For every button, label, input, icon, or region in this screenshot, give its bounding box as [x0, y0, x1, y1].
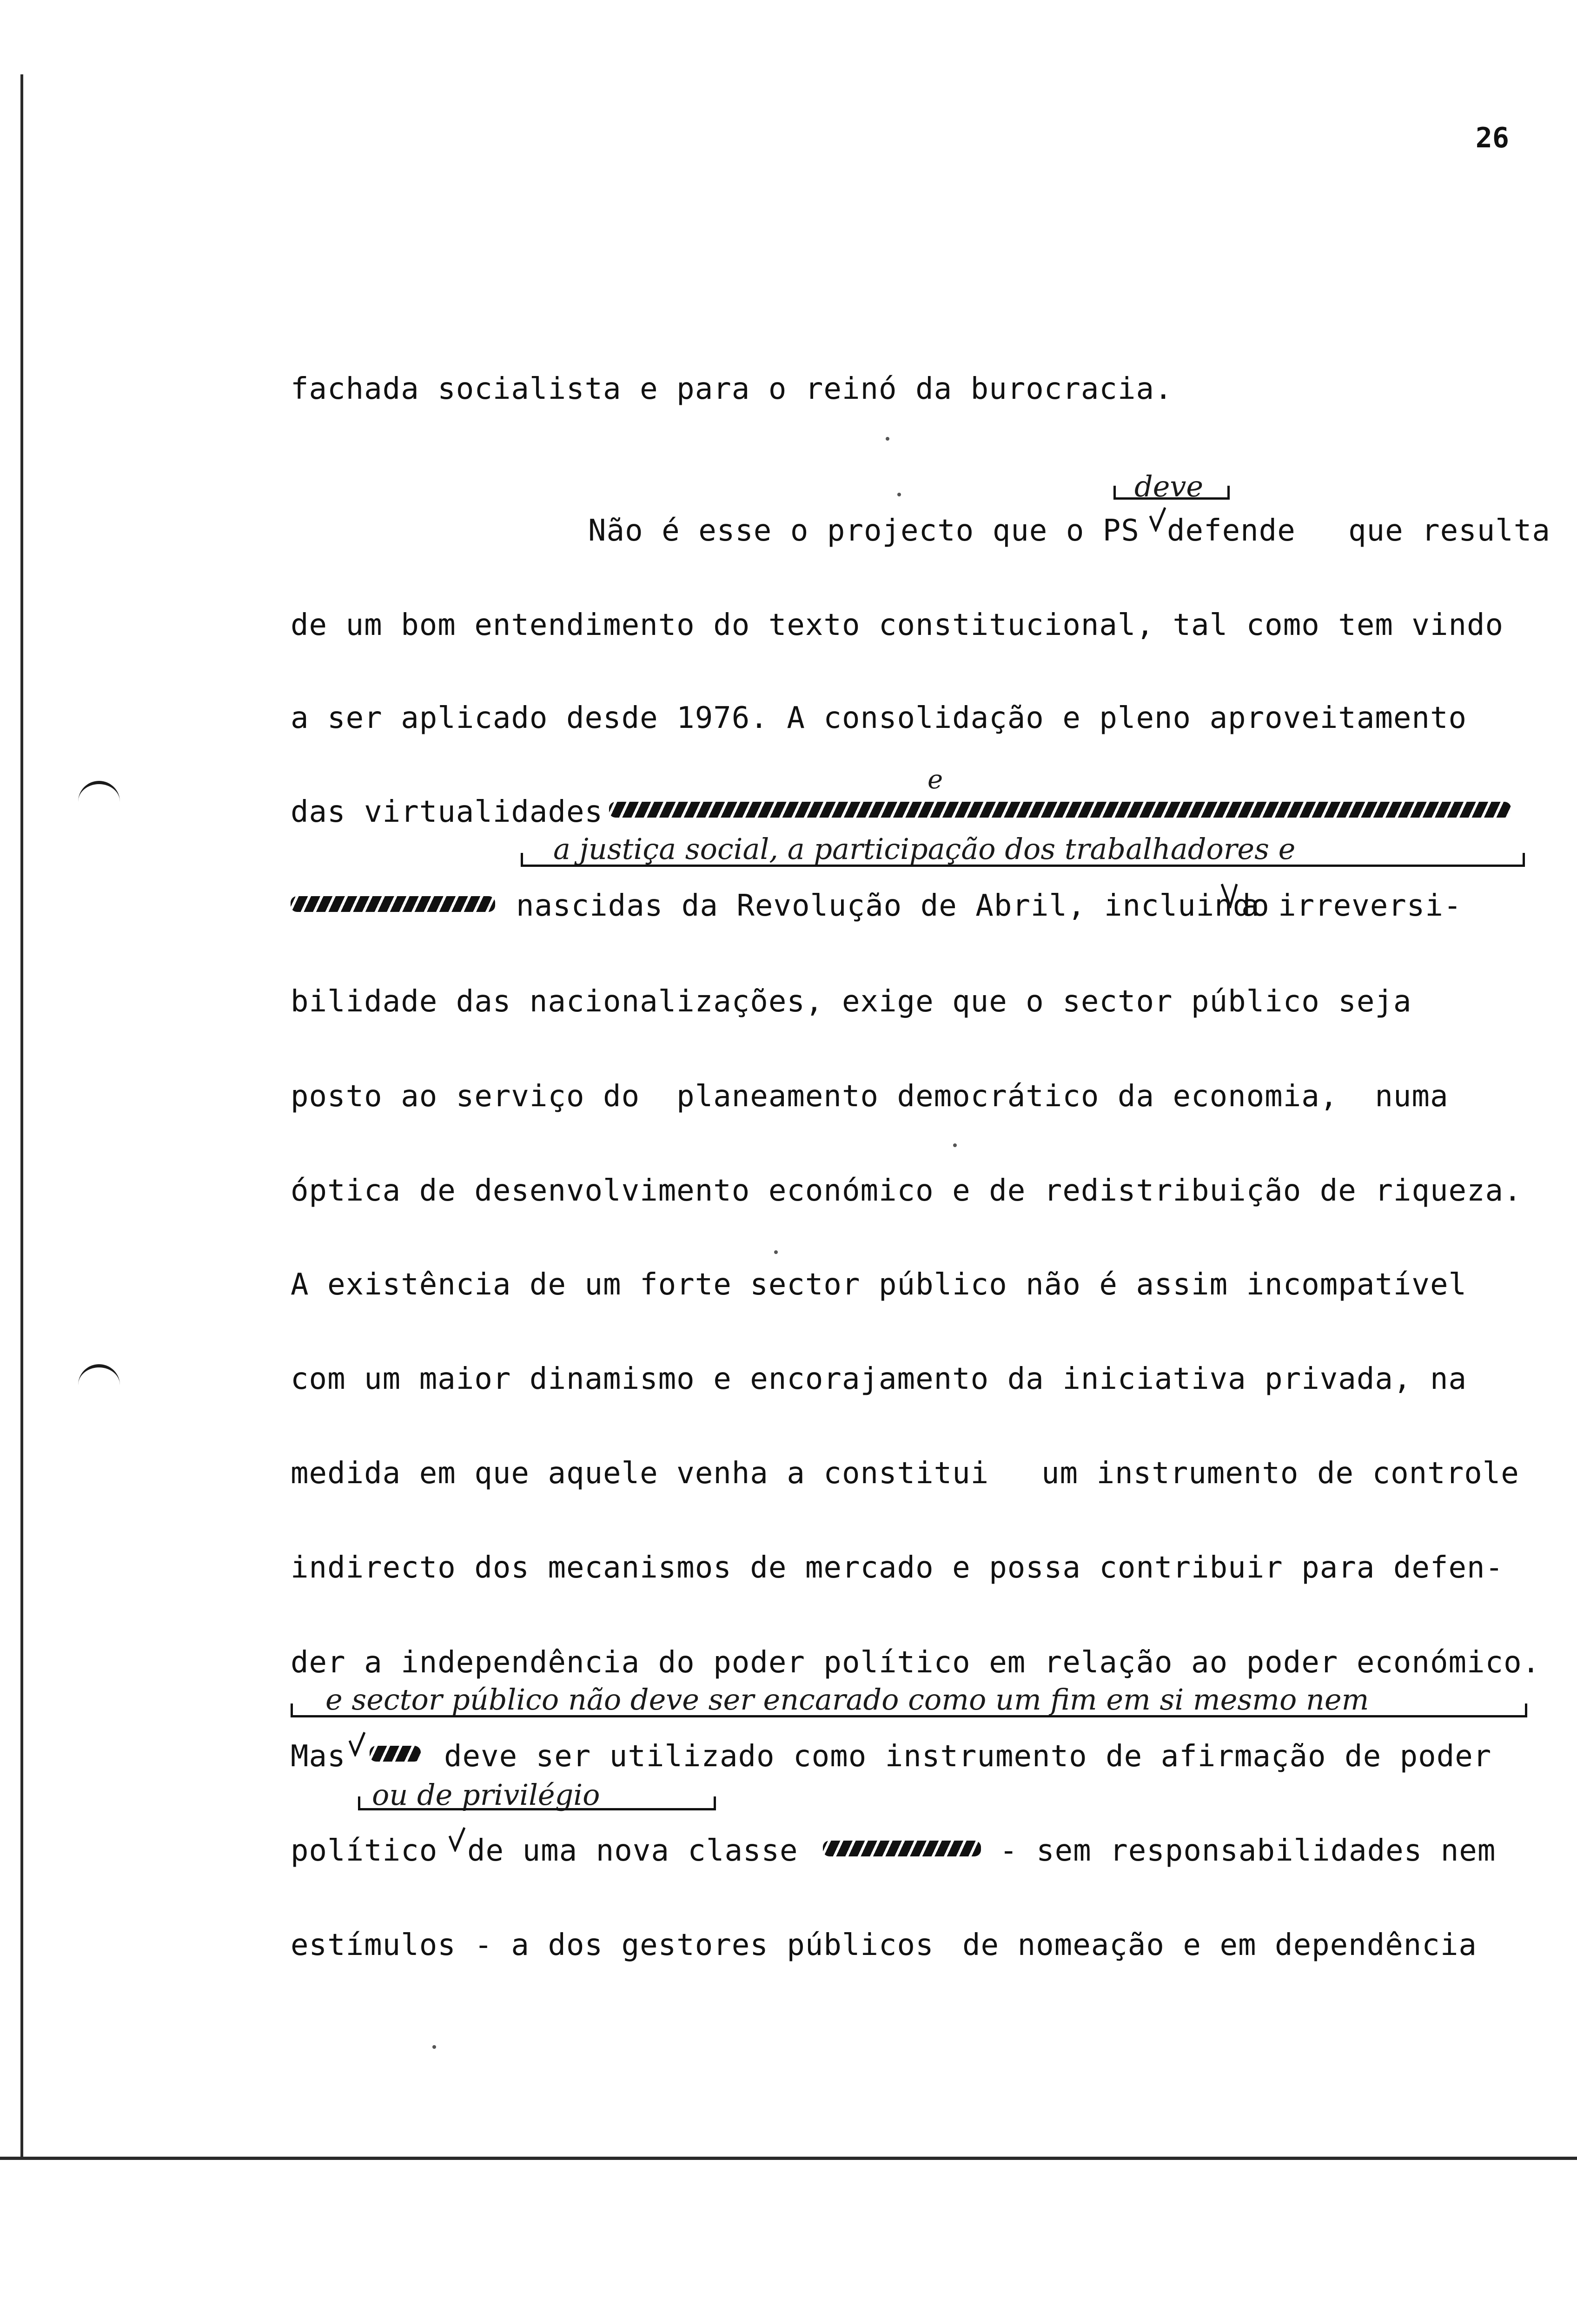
text-line: deve ser utilizado como instrumento de afirmação de poder — [444, 1739, 1492, 1774]
handwritten-insertion: ou de privilégio — [372, 1778, 600, 1812]
text-line: político — [291, 1834, 438, 1868]
ink-speck — [897, 493, 901, 496]
text-line: estímulos - a dos gestores públicos — [291, 1928, 934, 1962]
margin-bracket-mark — [78, 1364, 120, 1389]
ink-speck — [774, 1250, 778, 1254]
ink-speck — [953, 1143, 957, 1147]
text-line: de nomeação e em dependência — [962, 1928, 1477, 1962]
text-line: de um bom entendimento do texto constitucional, tal como tem vindo — [291, 608, 1504, 642]
struck-through-text — [370, 1746, 421, 1762]
text-line: com um maior dinamismo e encorajamento da iniciativa privada, na — [291, 1362, 1467, 1396]
ink-speck — [886, 437, 889, 441]
text-line: um instrumento de controle — [1041, 1456, 1519, 1491]
insertion-bracket — [358, 1803, 716, 1810]
handwritten-insertion: e — [928, 765, 943, 795]
insertion-bracket — [1113, 493, 1230, 500]
text-line: Mas — [291, 1739, 346, 1774]
struck-through-text — [609, 802, 1511, 818]
text-line: posto ao serviço do planeamento democrático da economia, numa — [291, 1079, 1449, 1114]
insertion-bracket — [291, 1710, 1527, 1717]
text-line: indirecto dos mecanismos de mercado e possa contribuir para defen- — [291, 1551, 1504, 1585]
caret-mark — [449, 1827, 465, 1852]
left-margin-rule — [20, 74, 23, 2157]
text-line: de uma nova classe — [467, 1834, 798, 1868]
struck-through-text — [823, 1841, 981, 1856]
text-line: A existência de um forte sector público não é assim incompatível — [291, 1268, 1467, 1302]
text-line: óptica de desenvolvimento económico e de redistribuição de riqueza. — [291, 1174, 1522, 1208]
handwritten-insertion: a justiça social, a participação dos trabalhadores e — [553, 832, 1296, 866]
struck-through-text — [291, 896, 495, 912]
caret-mark — [1149, 507, 1166, 532]
bottom-rule — [0, 2157, 1577, 2160]
text-line: defende — [1167, 514, 1296, 548]
text-line: der a independência do poder político em relação ao poder económico. — [291, 1645, 1541, 1680]
insertion-bracket — [521, 860, 1525, 867]
caret-mark — [349, 1731, 365, 1756]
text-line: que resulta — [1348, 514, 1550, 548]
text-line: das virtualidades — [291, 795, 603, 829]
text-line: bilidade das nacionalizações, exige que o sector público seja — [291, 984, 1412, 1019]
handwritten-insertion: deve — [1134, 469, 1204, 503]
text-line: - sem responsabilidades nem — [1000, 1834, 1496, 1868]
text-line: nascidas da Revolução de Abril, incluindo — [516, 889, 1270, 923]
text-line: Não é esse o projecto que o PS — [588, 514, 1140, 548]
ink-speck — [432, 2045, 436, 2049]
caret-mark — [1221, 883, 1238, 908]
text-line: a ser aplicado desde 1976. A consolidação e pleno aproveitamento — [291, 701, 1467, 735]
handwritten-insertion: e sector público não deve ser encarado como um fim em si mesmo nem — [325, 1683, 1369, 1717]
page-number: 26 — [1475, 122, 1509, 154]
text-line: a irreversi- — [1241, 889, 1462, 923]
margin-bracket-mark — [78, 781, 120, 805]
text-line: fachada socialista e para o reinó da burocracia. — [291, 372, 1173, 406]
text-line: medida em que aquele venha a constitui — [291, 1456, 989, 1491]
